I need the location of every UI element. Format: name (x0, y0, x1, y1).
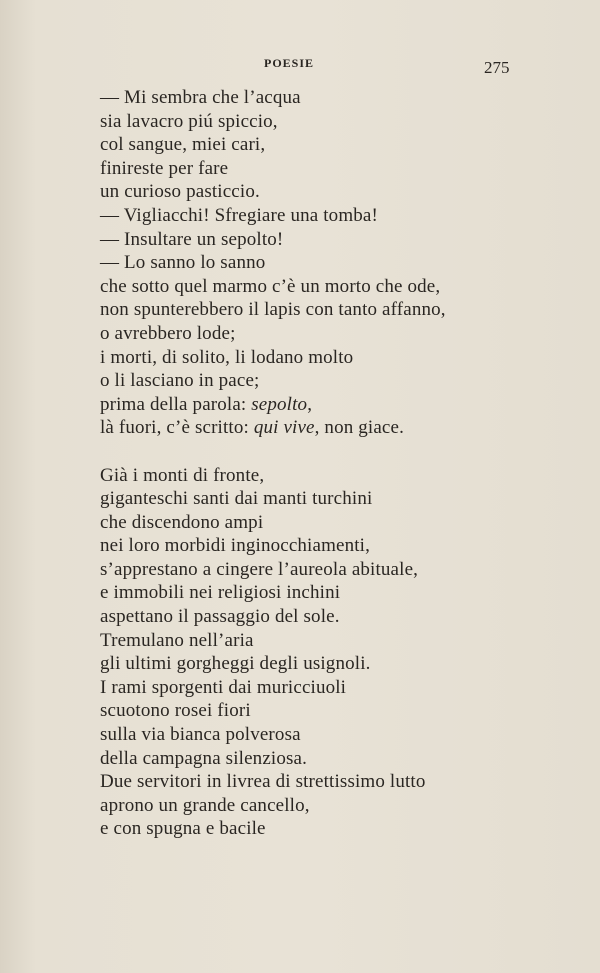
poem-line (100, 416, 580, 440)
poem-line: aprono un grande cancello, (100, 794, 310, 816)
line-text: là fuori, c’è scritto: (100, 417, 254, 439)
stanza-break (100, 440, 580, 464)
poem-line: scuotono rosei fiori (100, 700, 251, 722)
poem-line: — Vigliacchi! Sfregiare una tomba! (100, 204, 378, 226)
poem-line: col sangue, miei cari, (100, 134, 266, 156)
poem-line: Già i monti di fronte, (100, 464, 265, 486)
running-head-text: POESIE (263, 56, 314, 70)
italic-word: qui vive (253, 417, 315, 439)
poem-line: Tremulano nell’aria (100, 629, 254, 651)
poem-line: giganteschi santi dai manti turchini (100, 488, 373, 510)
poem-line: sia lavacro piú spiccio, (100, 110, 278, 132)
poem-line: non spunterebbero il lapis con tanto affanno, (100, 299, 446, 321)
poem-line: s’apprestano a cingere l’aureola abituale, (100, 558, 419, 580)
poem-line: Due servitori in livrea di strettissimo lutto (100, 771, 426, 793)
poem-line: sulla via bianca polverosa (100, 724, 301, 746)
poem-line: nei loro morbidi inginocchiamenti, (100, 535, 370, 557)
poem-line: — Mi sembra che l’acqua (100, 87, 301, 108)
poem-line: e immobili nei religiosi inchini (100, 582, 341, 604)
line-text: prima della parola: (100, 393, 252, 415)
poem-line: che sotto quel marmo c’è un morto che ode, (100, 275, 441, 297)
poem-line: della campagna silenziosa. (100, 747, 308, 769)
italic-word: sepolto (251, 393, 308, 415)
running-head (0, 56, 600, 71)
poem-line: I rami sporgenti dai muricciuoli (100, 676, 347, 698)
poem-line: — Insultare un sepolto! (100, 228, 284, 250)
poem-body (100, 86, 580, 841)
line-text: , (307, 393, 313, 415)
poem-line: o avrebbero lode; (100, 322, 236, 344)
poem-line: o li lasciano in pace; (100, 370, 260, 392)
poem-line (100, 393, 580, 417)
poem-line: un curioso pasticcio. (100, 181, 260, 203)
poem-line: i morti, di solito, li lodano molto (100, 346, 354, 368)
poem-line: aspettano il passaggio del sole. (100, 606, 340, 628)
page-number: 275 (484, 58, 510, 77)
poem-line: gli ultimi gorgheggi degli usignoli. (100, 653, 371, 675)
line-text: , non giace. (314, 417, 405, 439)
poem-line: che discendono ampi (100, 511, 264, 533)
poem-line: e con spugna e bacile (100, 818, 266, 840)
poem-line: finireste per fare (100, 157, 229, 179)
poem-line: — Lo sanno lo sanno (100, 252, 266, 274)
